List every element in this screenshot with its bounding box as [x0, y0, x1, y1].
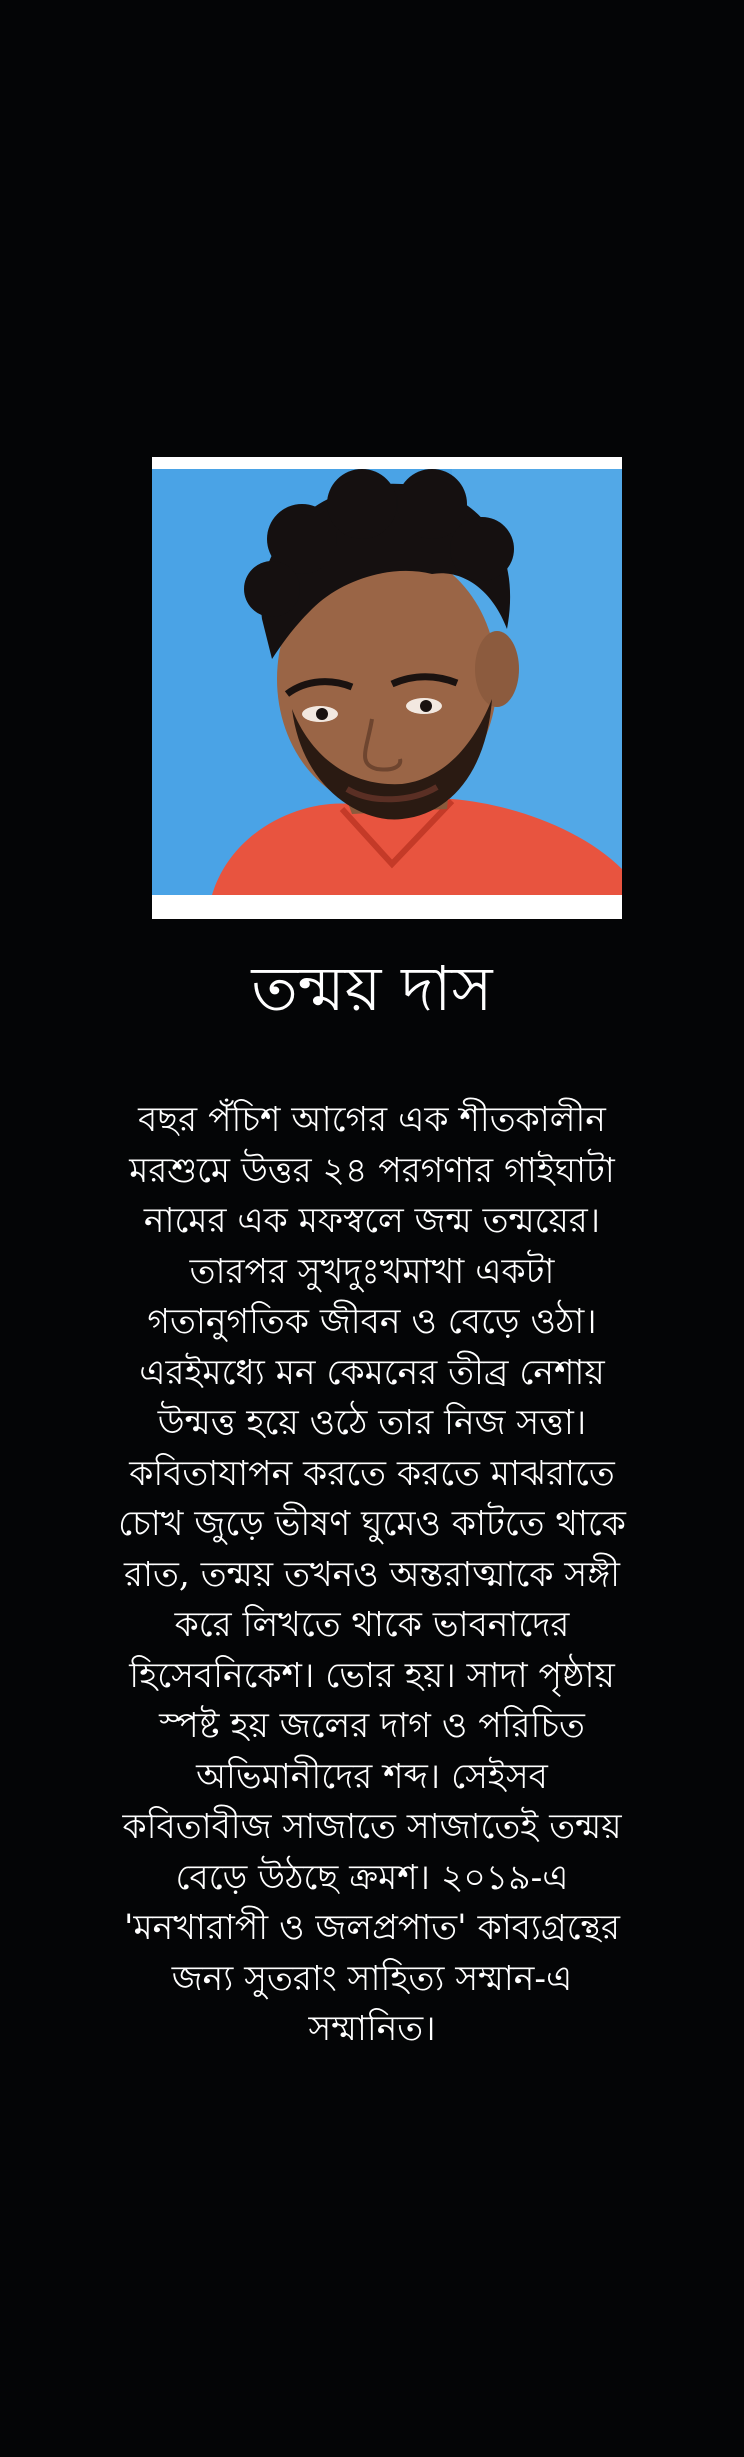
- author-bio: বছর পঁচিশ আগের এক শীতকালীন মরশুমে উত্তর ২৪ পরগণার গাইঘাটা নামের এক মফস্বলে জন্ম তন্ময়ের। তারপর সুখদুঃখমাখা একটা গতানুগতিক জীবন ও বেড়ে ওঠা। এরইমধ্যে মন কেমনের তীব্র নেশায় উন্মত্ত হয়ে ওঠে তার নিজ সত্তা। কবিতাযাপন করতে করতে মাঝরাতে চোখ জুড়ে ভীষণ ঘুমেও কাটতে থাকে রাত, তন্ময় তখনও অন্তরাত্মাকে সঙ্গী করে লিখতে থাকে ভাবনাদের হিসেবনিকেশ। ভোর হয়। সাদা পৃষ্ঠায় স্পষ্ট হয় জলের দাগ ও পরিচিত অভিমানীদের শব্দ। সেইসব কবিতাবীজ সাজাতে সাজাতেই তন্ময় বেড়ে উঠছে ক্রমশ। ২০১৯-এ 'মনখারাপী ও জলপ্রপাত' কাব্যগ্রন্থের জন্য সুতরাং সাহিত্য সম্মান-এ সম্মানিত।: [118, 1100, 626, 2049]
- author-portrait-icon: [152, 469, 622, 895]
- author-photo-frame: [152, 457, 622, 919]
- author-name: তন্ময় দাস: [251, 952, 493, 1025]
- author-photo: [152, 469, 622, 895]
